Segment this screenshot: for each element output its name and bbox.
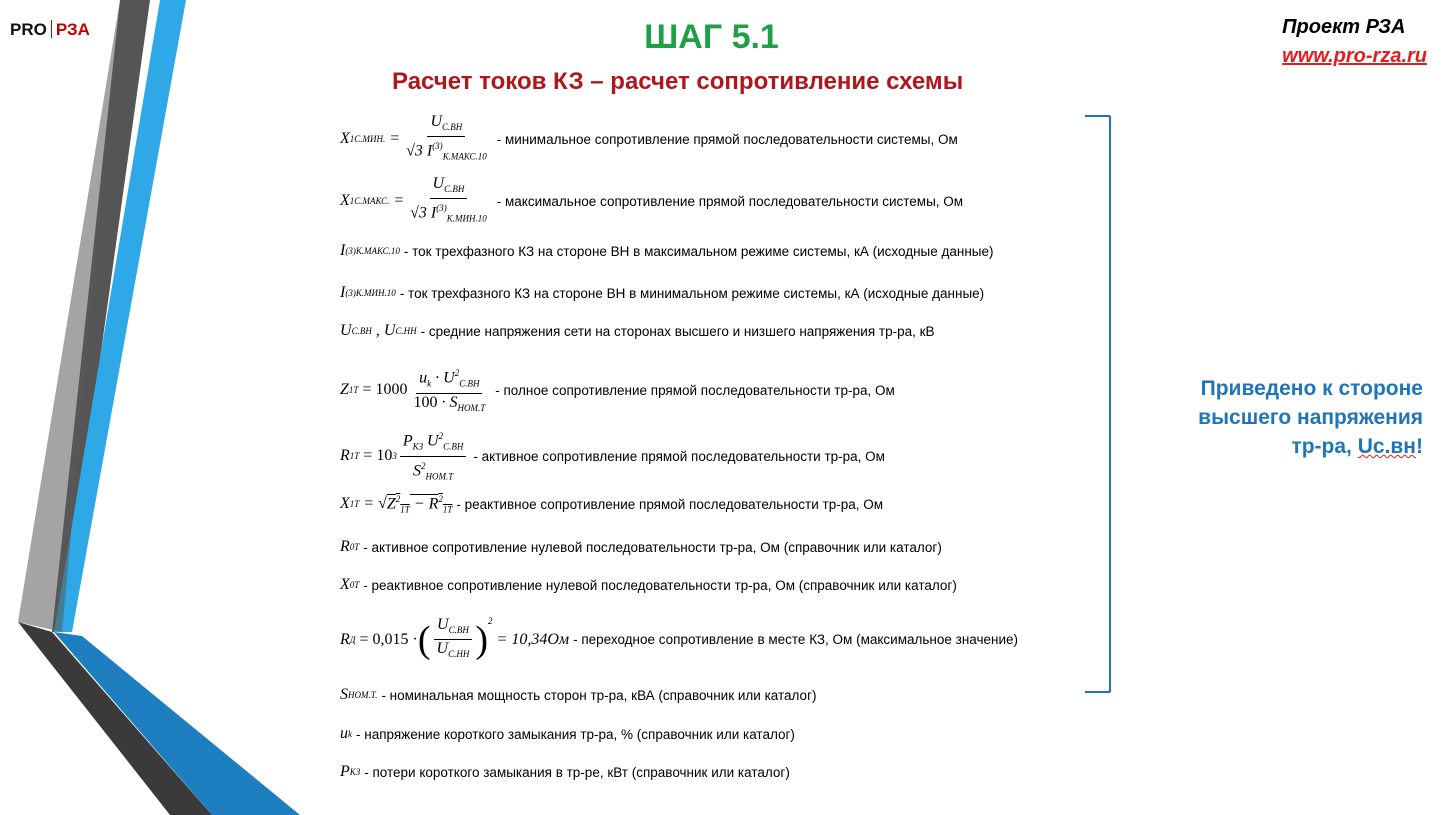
- formula-row-x1c-max: [340, 175, 963, 228]
- note-line-3c: !: [1416, 435, 1423, 458]
- rd-coef: = 0,015 ·: [359, 630, 418, 648]
- formula-row-rd: [340, 616, 1018, 663]
- row-desc: - полное сопротивление прямой последовательности тр-ра, Ом: [495, 382, 895, 398]
- logo-text-right: РЗА: [55, 20, 90, 39]
- formula-row-snom: [340, 686, 817, 704]
- row-desc: - реактивное сопротивление нулевой последовательности тр-ра, Ом (справочник или каталог): [363, 577, 957, 593]
- row-desc: - максимальное сопротивление прямой последовательности системы, Ом: [496, 193, 964, 209]
- formula-ik-max: I (3) К.МАКС.10: [340, 242, 400, 259]
- formula-r1t: R 1Т = 10 3 $P_{КЗ}$ $U^2_{С.ВН}$ $S^2_{НОМ.Т}$: [340, 427, 469, 485]
- project-title: Проект РЗА: [1282, 16, 1406, 38]
- formula-z1t: Z 1Т = 1000 $u_k \cdot U^2_{С.ВН}$ $100 \cdot S_{НОМ.Т}$: [340, 364, 491, 417]
- formula-ik-min: I (3) К.МИН.10: [340, 284, 396, 301]
- r1t-coef: = 10: [363, 447, 393, 465]
- formula-row-voltages: [340, 322, 935, 340]
- formula-row-x1t: [340, 494, 883, 515]
- formula-row-ik-min: [340, 284, 984, 302]
- formula-row-x1c-min: [340, 113, 958, 166]
- logo-text-left: PRO: [10, 20, 47, 39]
- stripe-gray-lower: [18, 622, 212, 815]
- formula-row-ik-max: [340, 242, 994, 260]
- step-title: [0, 18, 1447, 57]
- formula-row-uk: [340, 725, 795, 743]
- row-desc: - ток трехфазного КЗ на стороне ВН в максимальном режиме системы, кА (исходные данные): [403, 243, 994, 259]
- note-line-3: [1198, 432, 1423, 461]
- row-desc: - реактивное сопротивление прямой последовательности тр-ра, Ом: [456, 496, 884, 512]
- row-desc: - средние напряжения сети на сторонах высшего и низшего напряжения тр-ра, кВ: [420, 323, 935, 339]
- row-desc: - номинальная мощность сторон тр-ра, кВА (справочник или каталог): [381, 687, 817, 703]
- formula-row-pkz: [340, 763, 790, 781]
- row-desc: - активное сопротивление прямой последовательности тр-ра, Ом: [473, 448, 885, 464]
- row-desc: - активное сопротивление нулевой последовательности тр-ра, Ом (справочник или каталог): [363, 539, 942, 555]
- row-desc: - переходное сопротивление в месте КЗ, Ом (максимальное значение): [573, 632, 1019, 648]
- formula-snom: S НОМ.Т.: [340, 686, 378, 703]
- note-line-3a: тр-ра,: [1291, 435, 1358, 458]
- formula-voltages: U С.ВН , U С.НН: [340, 322, 417, 339]
- note-line-3b: Uc.вн: [1357, 435, 1416, 458]
- formula-x1c-max: X 1С.МАКС. = $U_{С.ВН}$ √3 $I^{(3)}_{К.МИН.10}$: [340, 175, 487, 224]
- formula-x0t: X 0Т: [340, 576, 360, 593]
- formula-x1t: X 1Т = √ $Z^2_{1Т} - R^2_{1Т}$: [340, 494, 453, 515]
- slide-subtitle: Расчет токов КЗ – расчет сопротивление схемы: [392, 68, 964, 95]
- step-title-text: ШАГ 5.1: [644, 18, 779, 56]
- row-desc: - ток трехфазного КЗ на стороне ВН в минимальном режиме системы, кА (исходные данные): [399, 285, 985, 301]
- project-url-link[interactable]: www.pro-rza.ru: [1282, 45, 1427, 67]
- formula-uk: u k: [340, 725, 352, 742]
- row-desc: - напряжение короткого замыкания тр-ра, % (справочник или каталог): [356, 726, 795, 742]
- formula-row-r0t: [340, 538, 942, 556]
- formula-x1c-min: X 1С.МИН. = $U_{С.ВН}$ √3 $I^{(3)}_{К.МАКС.10}$: [340, 113, 487, 162]
- row-desc: - минимальное сопротивление прямой последовательности системы, Ом: [496, 131, 958, 147]
- formula-row-z1t: [340, 364, 895, 417]
- formula-row-r1t: [340, 427, 885, 485]
- note-line-2: высшего напряжения: [1198, 406, 1423, 429]
- formula-r0t: R 0Т: [340, 538, 360, 555]
- formula-row-x0t: [340, 576, 957, 594]
- z1t-coef: = 1000: [362, 381, 408, 399]
- formula-pkz: P КЗ: [340, 763, 361, 780]
- formula-rd: R Д = 0,015 · ( $U_{С.ВН}$ $U_{С.НН}$ ) $^2$ = 10,34Ом: [340, 616, 570, 661]
- row-desc: - потери короткого замыкания в тр-ре, кВт (справочник или каталог): [364, 764, 790, 780]
- rd-result: = 10,34Ом: [496, 630, 570, 648]
- note-line-1: Приведено к стороне: [1200, 377, 1423, 400]
- side-note: [1198, 374, 1423, 461]
